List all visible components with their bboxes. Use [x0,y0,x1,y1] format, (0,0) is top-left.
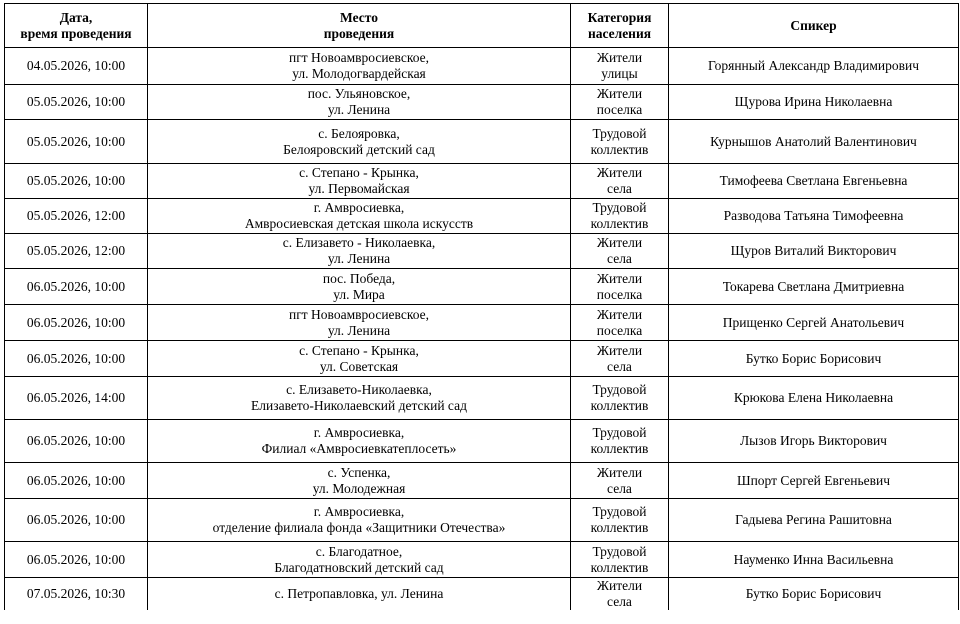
cell-category-line: поселка [596,102,643,117]
cell-category-line: села [607,594,632,609]
cell-place-line: г. Амвросиевка, [313,200,405,215]
header-date-line: время проведения [20,25,132,41]
cell-place-line: ул. Молодогвардейская [292,66,426,81]
cell-speaker: Бутко Борис Борисович [669,578,959,611]
cell-category [571,463,669,499]
cell-date: 05.05.2026, 10:00 [5,120,148,164]
cell-place [148,305,571,341]
cell-place [148,234,571,269]
cell-speaker: Горянный Александр Владимирович [669,48,959,85]
cell-category [571,164,669,199]
table-row [5,164,959,199]
cell-place-line: ул. Ленина [327,251,391,266]
cell-category-line: села [607,358,632,374]
table-row [5,234,959,269]
header-place-line: Место [340,9,378,25]
cell-date: 07.05.2026, 10:30 [5,578,148,611]
cell-place-line: г. Амвросиевка, [313,504,405,519]
cell-speaker: Лызов Игорь Викторович [669,420,959,463]
header-row [5,4,959,48]
cell-date: 06.05.2026, 10:00 [5,305,148,341]
cell-place-line: с. Успенка, [327,464,391,480]
cell-category-line: Трудовой [592,125,647,141]
cell-category [571,85,669,120]
table-row [5,499,959,542]
cell-category [571,542,669,578]
cell-date: 06.05.2026, 10:00 [5,463,148,499]
cell-date: 06.05.2026, 10:00 [5,269,148,305]
cell-place-line: Амвросиевская детская школа искусств [244,216,474,231]
table-row [5,341,959,377]
table-row [5,420,959,463]
cell-date: 06.05.2026, 10:00 [5,499,148,542]
cell-place-line: ул. Мира [333,286,385,302]
header-category [571,4,669,48]
cell-category-line: Жители [596,50,643,65]
cell-speaker: Науменко Инна Васильевна [669,542,959,578]
cell-speaker: Курнышов Анатолий Валентинович [669,120,959,164]
cell-category [571,420,669,463]
cell-place [148,499,571,542]
cell-category [571,578,669,611]
cell-place [148,164,571,199]
header-category-line: населения [587,25,652,41]
cell-category [571,269,669,305]
cell-place [148,542,571,578]
cell-speaker: Разводова Татьяна Тимофеевна [669,199,959,234]
cell-place-line: ул. Ленина [327,322,391,338]
cell-category [571,305,669,341]
cell-category-line: Трудовой [592,425,647,440]
cell-place-line: пгт Новоамвросиевское, [289,306,429,322]
cell-category-line: села [607,251,632,266]
cell-place [148,85,571,120]
cell-place-line: с. Степано - Крынка, [299,165,419,180]
header-date [5,4,148,48]
cell-place-line: пгт Новоамвросиевское, [289,50,429,65]
header-date-line: Дата, [59,9,93,25]
cell-category-line: Жители [596,165,643,180]
cell-speaker: Щурова Ирина Николаевна [669,85,959,120]
cell-place-line: с. Белояровка, [318,125,400,141]
cell-category [571,499,669,542]
table-row [5,48,959,85]
cell-date: 04.05.2026, 10:00 [5,48,148,85]
cell-place-line: пос. Ульяновское, [307,86,411,101]
table-row [5,120,959,164]
cell-category-line: Жители [596,270,643,286]
cell-place-line: отделение филиала фонда «Защитники Отечества» [212,520,506,535]
schedule-sheet [4,3,958,610]
table-row [5,542,959,578]
cell-category-line: села [607,480,632,496]
cell-date: 06.05.2026, 10:00 [5,542,148,578]
header-place-line: проведения [323,25,395,41]
cell-speaker: Шпорт Сергей Евгеньевич [669,463,959,499]
cell-category-line: коллектив [590,398,649,413]
cell-place-line: ул. Молодежная [312,480,406,496]
cell-category-line: улицы [601,66,638,81]
header-speaker-line: Спикер [790,17,837,33]
cell-place-line: с. Елизавето-Николаевка, [286,382,432,397]
cell-place-line: с. Благодатное, [315,543,403,559]
table-row [5,269,959,305]
cell-speaker: Бутко Борис Борисович [669,341,959,377]
cell-date: 06.05.2026, 10:00 [5,341,148,377]
cell-place-line: Белояровский детский сад [283,141,435,157]
header-speaker [669,4,959,48]
cell-category-line: коллектив [590,520,649,535]
table-row [5,578,959,611]
cell-place [148,269,571,305]
cell-category [571,199,669,234]
cell-category-line: коллектив [590,441,649,456]
cell-place-line: пос. Победа, [322,270,396,286]
cell-category [571,377,669,420]
cell-category-line: Трудовой [592,504,647,519]
schedule-table [4,3,959,610]
cell-place-line: с. Петропавловка, ул. Ленина [274,586,444,601]
cell-place [148,48,571,85]
cell-speaker: Крюкова Елена Николаевна [669,377,959,420]
cell-place [148,341,571,377]
cell-place [148,578,571,611]
header-category-line: Категория [587,9,652,25]
cell-category [571,341,669,377]
cell-date: 06.05.2026, 10:00 [5,420,148,463]
cell-place [148,377,571,420]
cell-date: 05.05.2026, 12:00 [5,234,148,269]
cell-category-line: Трудовой [592,382,647,397]
table-row [5,85,959,120]
cell-place [148,120,571,164]
cell-date: 05.05.2026, 10:00 [5,164,148,199]
cell-place-line: ул. Ленина [327,102,391,117]
cell-category-line: села [607,181,632,196]
cell-place [148,199,571,234]
cell-category-line: поселка [596,286,643,302]
cell-category-line: коллектив [590,216,649,231]
cell-place-line: Елизавето-Николаевский детский сад [251,398,467,413]
cell-speaker: Тимофеева Светлана Евгеньевна [669,164,959,199]
cell-place [148,463,571,499]
cell-date: 05.05.2026, 12:00 [5,199,148,234]
table-row [5,305,959,341]
cell-place-line: ул. Первомайская [308,181,410,196]
cell-category-line: Трудовой [592,543,647,559]
cell-speaker: Щуров Виталий Викторович [669,234,959,269]
cell-speaker: Гадыева Регина Рашитовна [669,499,959,542]
header-place [148,4,571,48]
cell-place-line: г. Амвросиевка, [313,425,405,440]
cell-date: 05.05.2026, 10:00 [5,85,148,120]
cell-category-line: Жители [596,578,643,593]
table-row [5,199,959,234]
cell-category [571,120,669,164]
table-row [5,377,959,420]
cell-category-line: коллектив [590,559,649,575]
cell-category-line: поселка [596,322,643,338]
cell-place-line: Благодатновский детский сад [274,559,444,575]
cell-category-line: Жители [596,464,643,480]
cell-category [571,48,669,85]
cell-category [571,234,669,269]
cell-place-line: Филиал «Амвросиевкатеплосеть» [261,441,457,456]
cell-speaker: Прищенко Сергей Анатольевич [669,305,959,341]
cell-category-line: Жители [596,306,643,322]
cell-category-line: коллектив [590,141,649,157]
cell-category-line: Жители [596,86,643,101]
cell-date: 06.05.2026, 14:00 [5,377,148,420]
cell-category-line: Жители [596,235,643,250]
table-row [5,463,959,499]
cell-place-line: ул. Советская [319,358,399,374]
cell-place-line: с. Елизавето - Николаевка, [282,235,436,250]
cell-category-line: Жители [596,342,643,358]
cell-category-line: Трудовой [592,200,647,215]
cell-place [148,420,571,463]
cell-speaker: Токарева Светлана Дмитриевна [669,269,959,305]
cell-place-line: с. Степано - Крынка, [299,342,419,358]
